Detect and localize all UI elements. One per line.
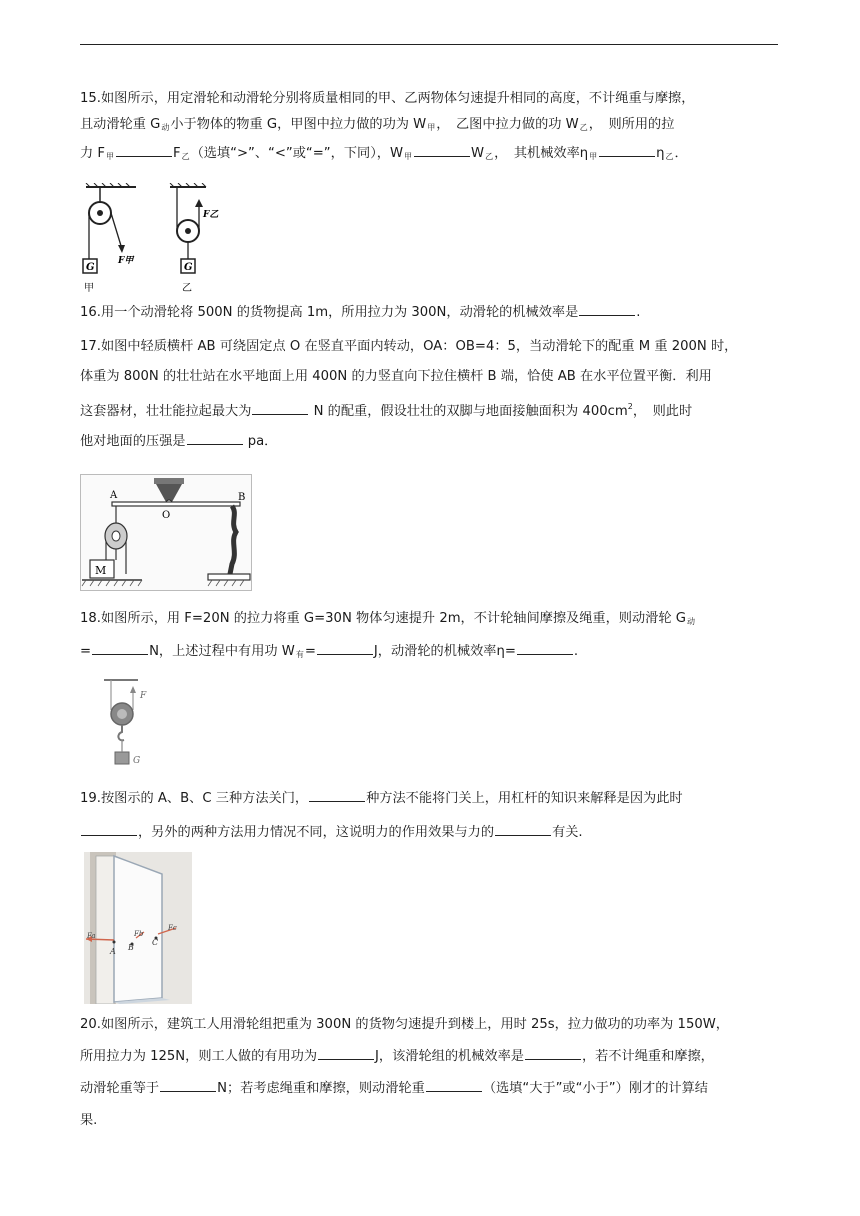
question-15 xyxy=(80,86,780,170)
q19-label-b: B xyxy=(128,943,134,952)
q17-label-o: O xyxy=(162,510,171,521)
q15-text: （选填“>”、“<”或“=”，下同），W xyxy=(190,146,404,161)
question-17 xyxy=(80,334,780,455)
answer-blank[interactable] xyxy=(317,640,373,655)
q15-sub: 甲 xyxy=(589,152,598,161)
q17-sup: 2 xyxy=(627,402,633,411)
q19-text: 有关. xyxy=(552,825,583,840)
q15-f1-label: F甲 xyxy=(118,256,134,266)
q15-sub: 乙 xyxy=(579,123,588,132)
answer-blank[interactable] xyxy=(252,400,308,415)
answer-blank[interactable] xyxy=(599,142,655,157)
q17-label-a: A xyxy=(110,490,118,501)
q19-text: 19.按图示的 A、B、C 三种方法关门， xyxy=(80,791,309,806)
answer-blank[interactable] xyxy=(309,787,365,802)
q17-text: pa． xyxy=(243,434,278,449)
q18-text: J，动滑轮的机械效率η= xyxy=(373,644,516,659)
q15-caption-yi: 乙 xyxy=(182,283,192,294)
q15-text: η xyxy=(656,146,665,161)
answer-blank[interactable] xyxy=(116,142,172,157)
q18-pulley-figure xyxy=(100,676,160,772)
answer-blank[interactable] xyxy=(92,640,148,655)
q20-line1: 20.如图所示，建筑工人用滑轮组把重为 300N 的货物匀速提升到楼上，用时 25s，拉力做功的功率为 150W， xyxy=(80,1017,729,1032)
answer-blank[interactable] xyxy=(579,301,635,316)
question-18 xyxy=(80,606,780,668)
answer-blank[interactable] xyxy=(517,640,573,655)
q15-text: F xyxy=(172,146,181,161)
answer-blank[interactable] xyxy=(414,142,470,157)
q19-door-figure xyxy=(84,852,192,1004)
q19-fb-label: Fb xyxy=(134,930,144,938)
q17-text: 他对地面的压强是 xyxy=(80,434,186,449)
q15-text: W xyxy=(471,146,485,161)
q20-text: 所用拉力为 125N，则工人做的有用功为 xyxy=(80,1049,318,1064)
q15-text: ， 则所用的拉 xyxy=(588,117,675,132)
q15-sub: 乙 xyxy=(485,152,494,161)
answer-blank[interactable] xyxy=(187,430,243,445)
q17-text: N 的配重，假设壮壮的双脚与地面接触面积为 400cm xyxy=(309,404,628,419)
q19-label-c: C xyxy=(152,938,159,947)
q18-text: . xyxy=(573,644,579,659)
header-rule xyxy=(80,44,778,45)
answer-blank[interactable] xyxy=(318,1045,374,1060)
q15-text: 力 F xyxy=(80,146,105,161)
q15-text: 小于物体的物重 G，甲图中拉力做的功为 W xyxy=(170,117,427,132)
q20-text: J，该滑轮组的机械效率是 xyxy=(375,1049,524,1064)
q20-text: 动滑轮重等于 xyxy=(80,1081,160,1096)
q17-text: 这套器材，壮壮能拉起最大为 xyxy=(80,404,252,419)
q17-label-b: B xyxy=(238,492,246,503)
q15-g2-label: G xyxy=(184,262,193,273)
question-19 xyxy=(80,786,780,846)
q20-text: N；若考虑绳重和摩擦，则动滑轮重 xyxy=(217,1081,425,1096)
q15-sub: 甲 xyxy=(404,152,413,161)
q16-text: 16.用一个动滑轮将 500N 的货物提高 1m，所用拉力为 300N，动滑轮的机械效率是 xyxy=(80,305,579,320)
q16-end: . xyxy=(636,305,641,320)
q18-text: 18.如图所示，用 F=20N 的拉力将重 G=30N 物体匀速提升 2m，不计轮轴间摩擦及绳重，则动滑轮 G xyxy=(80,611,686,626)
q15-line1: 15.如图所示，用定滑轮和动滑轮分别将质量相同的甲、乙两物体匀速提升相同的高度，不计绳重与摩擦， xyxy=(80,91,695,106)
question-20 xyxy=(80,1012,780,1134)
answer-blank[interactable] xyxy=(525,1045,581,1060)
answer-blank[interactable] xyxy=(426,1077,482,1092)
q17-line1: 17.如图中轻质横杆 AB 可绕固定点 O 在竖直平面内转动，OA：OB=4：5，当动滑轮下的配重 M 重 200N 时， xyxy=(80,339,738,354)
q20-text: ，若不计绳重和摩擦， xyxy=(582,1049,714,1064)
q15-f2-label: F乙 xyxy=(203,210,219,220)
q15-caption-jia: 甲 xyxy=(84,283,94,294)
q15-text: 且动滑轮重 G xyxy=(80,117,161,132)
q19-text: 种方法不能将门关上，用杠杆的知识来解释是因为此时 xyxy=(366,791,683,806)
q15-text: ， 其机械效率η xyxy=(494,146,589,161)
q17-label-m: M xyxy=(95,564,107,577)
q18-g-label: G xyxy=(133,756,141,766)
q18-text: = xyxy=(304,644,316,659)
q20-text: （选填“大于”或“小于”）刚才的计算结 xyxy=(482,1081,708,1096)
q15-sub: 乙 xyxy=(181,152,190,161)
q19-label-a: A xyxy=(110,947,116,956)
q17-lever-figure xyxy=(80,474,252,592)
q17-text: ， 则此时 xyxy=(632,404,693,419)
q19-fc-label: Fc xyxy=(168,924,177,932)
q15-g1-label: G xyxy=(86,262,95,273)
answer-blank[interactable] xyxy=(81,821,137,836)
q19-text: ，另外的两种方法用力情况不同，这说明力的作用效果与力的 xyxy=(138,825,495,840)
q18-sub: 有 xyxy=(295,650,304,659)
q15-sub: 甲 xyxy=(427,123,436,132)
answer-blank[interactable] xyxy=(160,1077,216,1092)
q18-text: = xyxy=(80,644,92,659)
question-16 xyxy=(80,300,780,326)
q18-sub: 动 xyxy=(686,617,695,626)
answer-blank[interactable] xyxy=(495,821,551,836)
q19-fa-label: Fa xyxy=(87,932,96,940)
q15-text: ． xyxy=(674,146,688,161)
q15-sub: 甲 xyxy=(105,152,114,161)
q15-figure xyxy=(82,183,222,298)
q15-sub: 乙 xyxy=(665,152,674,161)
q20-line4: 果. xyxy=(80,1113,98,1128)
q17-line2: 体重为 800N 的壮壮站在水平地面上用 400N 的力竖直向下拉住横杆 B 端，恰使 AB 在水平位置平衡．利用 xyxy=(80,369,712,384)
q15-text: ， 乙图中拉力做的功 W xyxy=(436,117,579,132)
q18-text: N，上述过程中有用功 W xyxy=(149,644,295,659)
q18-f-label: F xyxy=(140,691,147,701)
q15-sub: 动 xyxy=(161,123,170,132)
